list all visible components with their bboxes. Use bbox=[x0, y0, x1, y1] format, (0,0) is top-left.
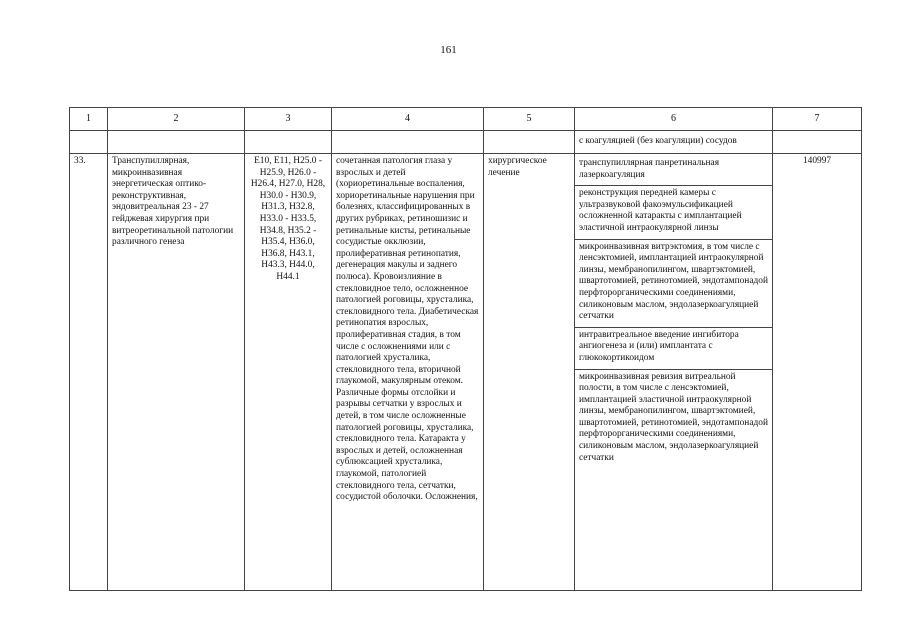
continuation-cell-5 bbox=[484, 131, 575, 154]
continuation-row bbox=[70, 131, 862, 154]
continuation-cell-4 bbox=[332, 131, 484, 154]
method-item: интравитреальное введение ингибитора ангиогенеза и (или) имплантата с глюкокортикоидом bbox=[575, 328, 772, 370]
column-header-1: 1 bbox=[70, 108, 108, 131]
icd-codes: E10, E11, H25.0 - H25.9, H26.0 - H26.4, H27.0, H28, H30.0 - H30.9, H31.3, H32.8, H33.0 - H33.5, H34.8, H35.2 - H35.4, H36.0, H36.8, H43.1, H43.3, H44.0, H44.1 bbox=[245, 154, 332, 591]
cost-value: 140997 bbox=[773, 154, 862, 591]
method-item: микроинвазивная витрэктомия, в том числе с ленсэктомией, имплантацией интраокулярной линзы, мембранопилингом, швартэктомией, швартотомией, ретинотомией, эндотампонадой перфторорганическими соединениями, силиконовым маслом, эндолазеркоагуляцией сетчатки bbox=[575, 240, 772, 328]
treatment-methods bbox=[575, 154, 773, 591]
method-item: реконструкция передней камеры с ультразвуковой факоэмульсификацией осложненной катаракты с имплантацией эластичной интраокулярной линзы bbox=[575, 186, 772, 239]
column-header-4: 4 bbox=[332, 108, 484, 131]
column-header-2: 2 bbox=[108, 108, 245, 131]
column-header-3: 3 bbox=[245, 108, 332, 131]
medical-care-table bbox=[69, 107, 862, 591]
treatment-type: хирургическое лечение bbox=[484, 154, 575, 591]
row-number: 33. bbox=[70, 154, 108, 591]
page-number: 161 bbox=[440, 44, 457, 56]
continuation-cell-2 bbox=[108, 131, 245, 154]
continuation-method: с коагуляцией (без коагуляции) сосудов bbox=[575, 131, 773, 154]
care-type-name: Транспупиллярная, микроинвазивная энергетическая оптико-реконструктивная, эндовитреальная 23 - 27 гейджевая хирургия при витреоретинальной патологии различного генеза bbox=[108, 154, 245, 591]
column-header-6: 6 bbox=[575, 108, 773, 131]
header-row bbox=[70, 108, 862, 131]
column-header-5: 5 bbox=[484, 108, 575, 131]
continuation-cell-1 bbox=[70, 131, 108, 154]
table-row bbox=[70, 154, 862, 591]
patient-model: сочетанная патология глаза у взрослых и детей (хориоретинальные воспаления, хориоретинальные нарушения при болезнях, классифицированных в других рубриках, ретиношизис и ретинальные кисты, ретинальные сосудистые окклюзии, пролиферативная ретинопатия, дегенерация макулы и заднего полюса). Кровоизлияние в стекловидное тело, осложненное патологией роговицы, хрусталика, стекловидного тела. Диабетическая ретинопатия взрослых, пролиферативная стадия, в том числе с осложнениями или с патологией хрусталика, стекловидного тела, вторичной глаукомой, макулярным отеком. Различные формы отслойки и разрывы сетчатки у взрослых и детей, в том числе осложненные патологией роговицы, хрусталика, стекловидного тела. Катаракта у взрослых и детей, осложненная сублюксацией хрусталика, глаукомой, патологией стекловидного тела, сетчатки, сосудистой оболочки. Осложнения, bbox=[332, 154, 484, 591]
continuation-cell-3 bbox=[245, 131, 332, 154]
method-item: микроинвазивная ревизия витреальной полости, в том числе с ленсэктомией, имплантацией эластичной интраокулярной линзы, мембранопилингом, швартэктомией, швартотомией, ретинотомией, эндотампонадой перфторорганическими соединениями, силиконовым маслом, эндолазеркоагуляцией сетчатки bbox=[579, 371, 768, 463]
method-item: транспупиллярная панретинальная лазеркоагуляция bbox=[575, 156, 772, 186]
continuation-cell-7 bbox=[773, 131, 862, 154]
column-header-7: 7 bbox=[773, 108, 862, 131]
